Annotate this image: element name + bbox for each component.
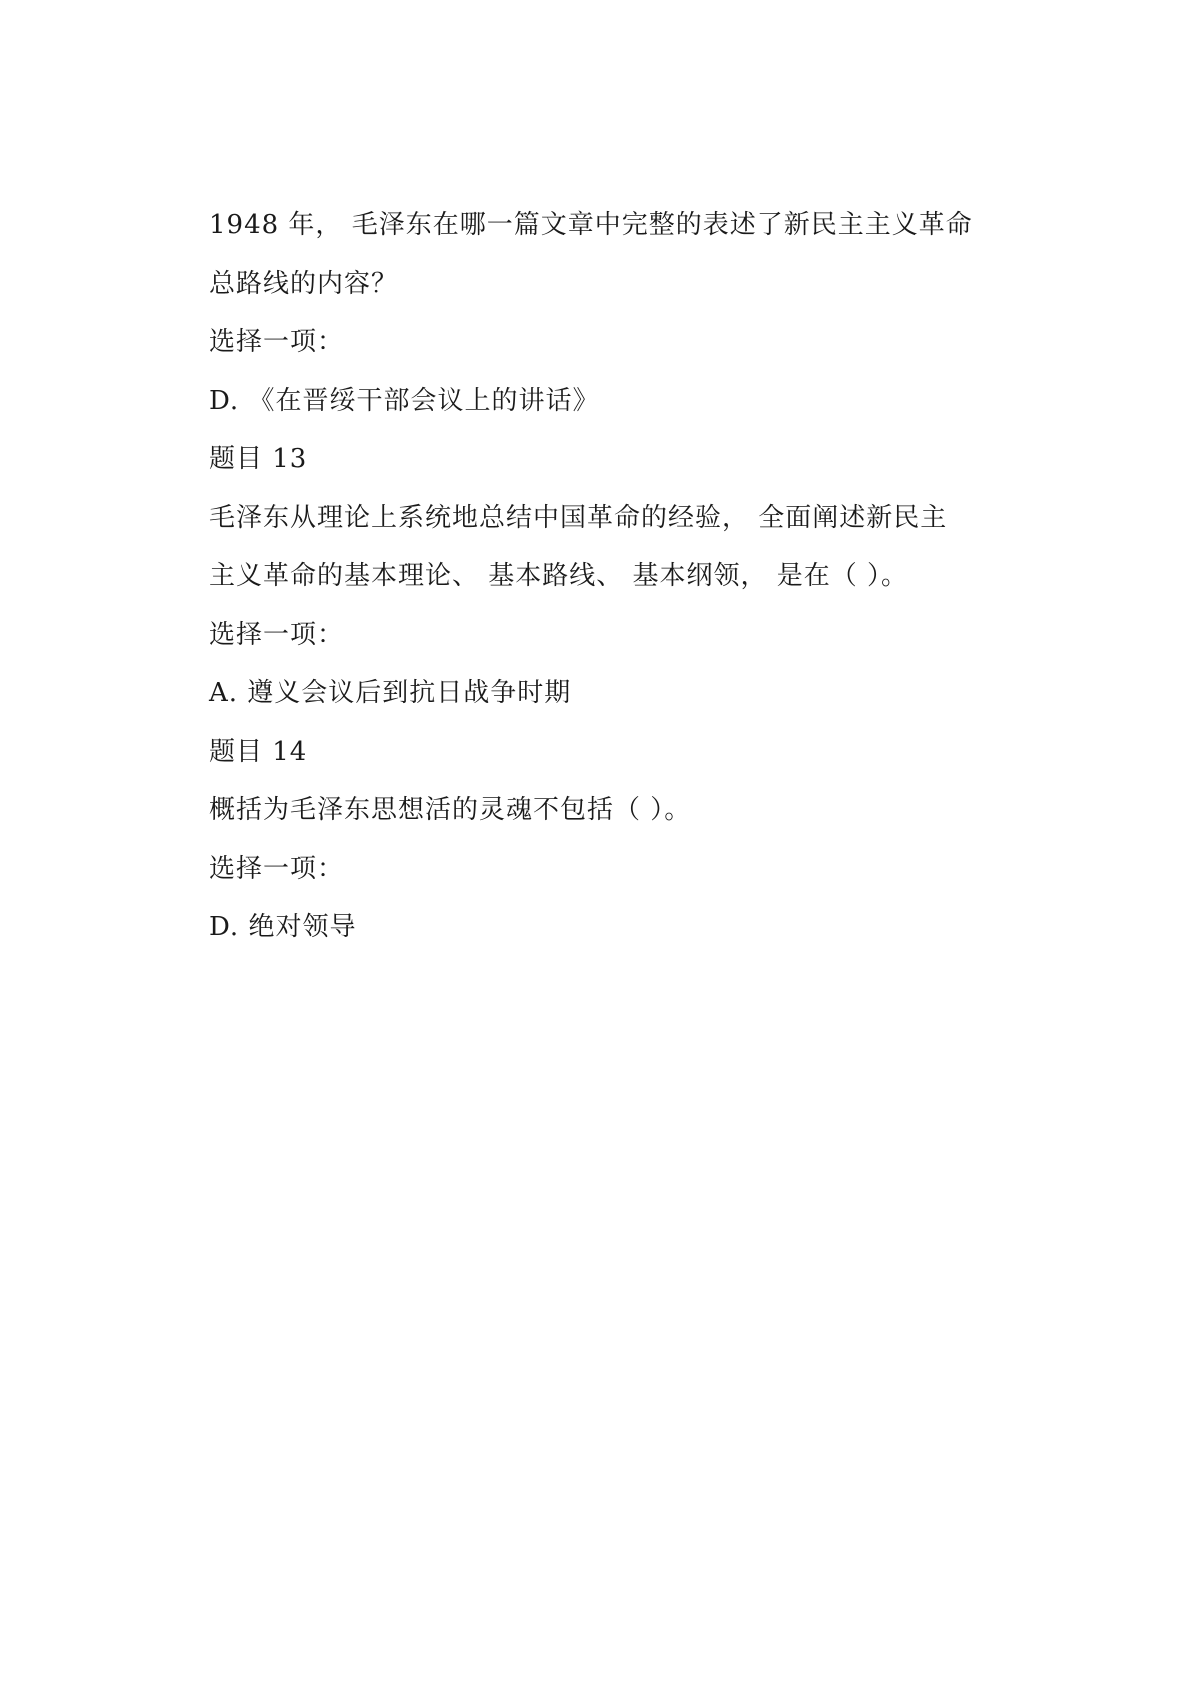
question-14-choose-label: 选择一项： bbox=[209, 853, 345, 884]
question-12-answer: D. 《在晋绥干部会议上的讲话》 bbox=[209, 385, 600, 416]
question-13-text-line-1: 毛泽东从理论上系统地总结中国革命的经验， 全面阐述新民主 bbox=[209, 502, 948, 533]
question-12-text-line-1: 1948 年， 毛泽东在哪一篇文章中完整的表述了新民主主义革命 bbox=[209, 210, 973, 240]
question-12-choose-label: 选择一项： bbox=[209, 327, 345, 357]
question-14-heading: 题目 14 bbox=[209, 736, 308, 767]
question-12-text-line-2: 总路线的内容？ bbox=[209, 268, 399, 299]
question-13-heading: 题目 13 bbox=[209, 444, 308, 474]
document-body bbox=[209, 196, 1009, 957]
question-13-text-line-2: 主义革命的基本理论、 基本路线、 基本纲领， 是在（ ）。 bbox=[209, 561, 909, 591]
question-13-answer: A. 遵义会议后到抗日战争时期 bbox=[209, 678, 572, 708]
question-13-choose-label: 选择一项： bbox=[209, 619, 345, 650]
question-14-text: 概括为毛泽东思想活的灵魂不包括（ ）。 bbox=[209, 795, 692, 825]
question-14-answer: D. 绝对领导 bbox=[209, 912, 357, 942]
